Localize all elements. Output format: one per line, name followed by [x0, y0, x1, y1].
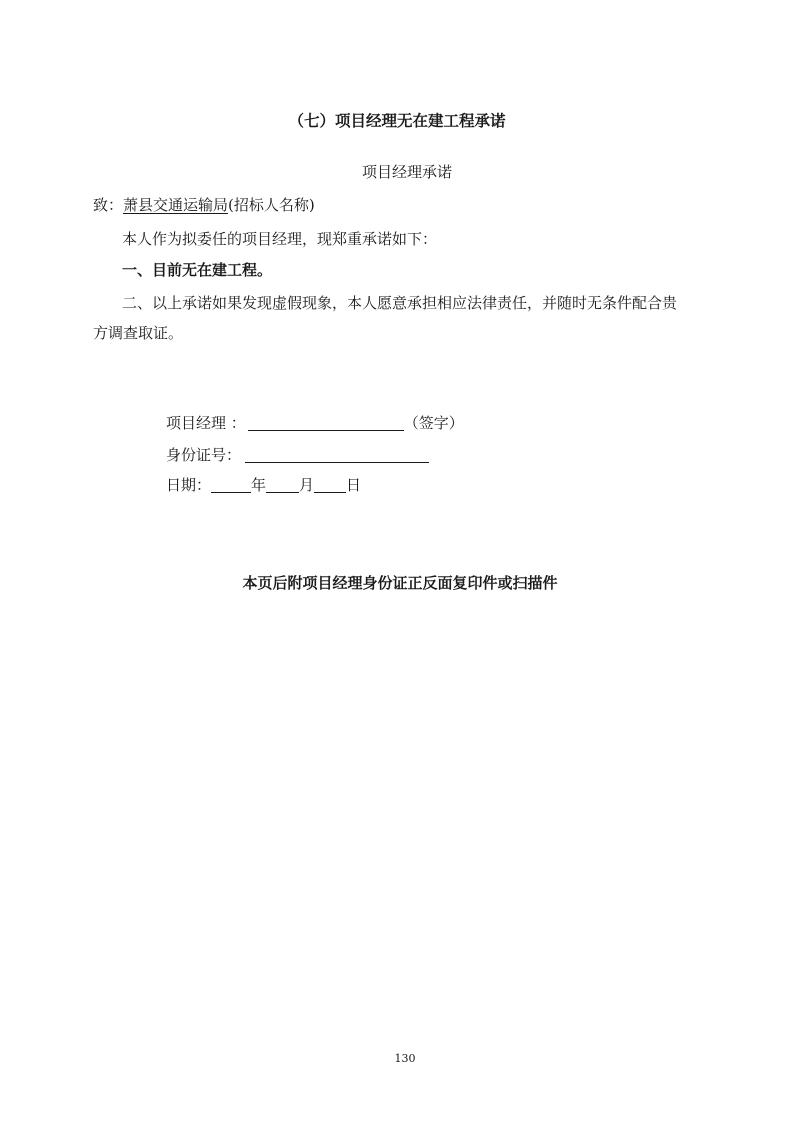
commitment-item-1: 一、目前无在建工程。: [122, 261, 273, 279]
manager-label: 项目经理 ：: [166, 414, 246, 432]
month-blank[interactable]: [266, 478, 299, 493]
page-number: 130: [394, 1052, 416, 1065]
recipient-note: (招标人名称): [228, 196, 315, 214]
manager-signature-blank[interactable]: [248, 416, 404, 431]
intro-paragraph: 本人作为拟委任的项目经理，现郑重承诺如下：: [122, 230, 438, 248]
date-row: [166, 474, 361, 495]
recipient-prefix: 致：: [93, 196, 124, 214]
manager-signature-row: [166, 412, 464, 433]
day-label: 日: [346, 476, 362, 494]
attachment-note: 本页后附项目经理身份证正反面复印件或扫描件: [242, 574, 558, 592]
section-heading: （七）项目经理无在建工程承诺: [288, 112, 506, 130]
month-label: 月: [299, 476, 315, 494]
recipient-name: 萧县交通运输局: [123, 196, 229, 214]
commitment-item-2-line-1: 二、以上承诺如果发现虚假现象，本人愿意承担相应法律责任，并随时无条件配合贵: [122, 294, 678, 312]
commitment-item-2-line-2: 方调查取证。: [93, 324, 184, 342]
id-number-row: [166, 444, 429, 465]
recipient-line: [93, 194, 315, 215]
date-label: 日期：: [166, 476, 212, 494]
day-blank[interactable]: [314, 478, 346, 493]
id-number-blank[interactable]: [245, 448, 429, 463]
year-label: 年: [251, 476, 267, 494]
signature-suffix: （签字）: [403, 414, 464, 432]
year-blank[interactable]: [211, 478, 251, 493]
document-title: 项目经理承诺: [361, 163, 452, 181]
id-label: 身份证号：: [166, 446, 242, 464]
